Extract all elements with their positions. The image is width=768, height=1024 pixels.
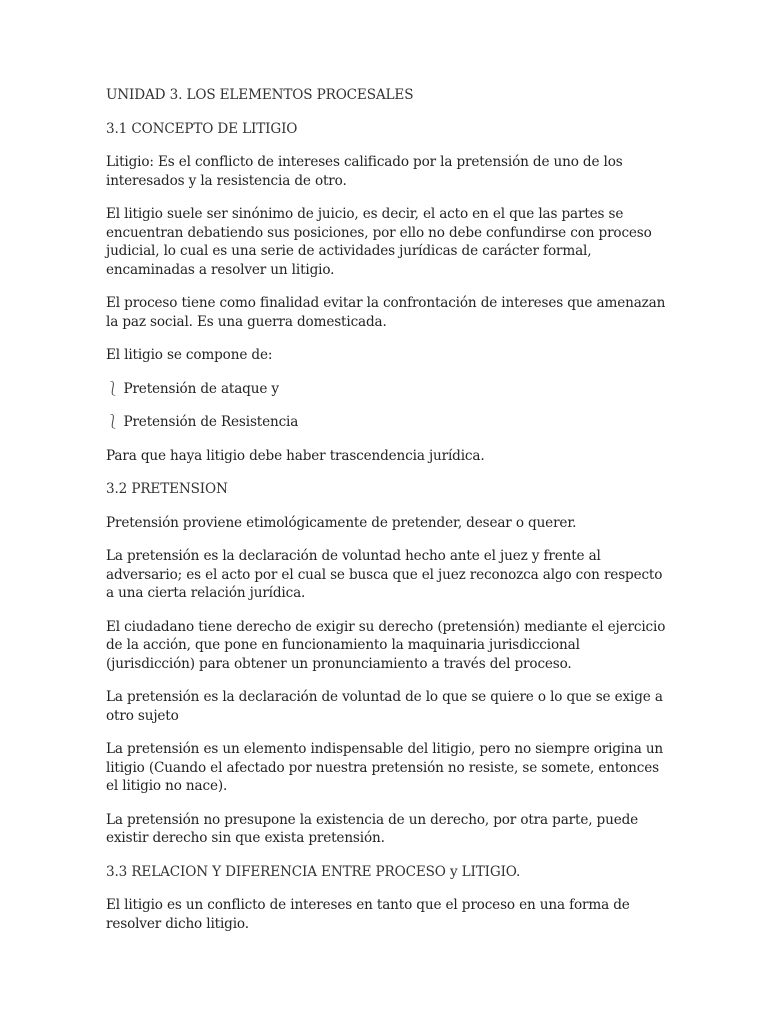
paragraph: La pretensión es la declaración de voluntad hecho ante el juez y frente al adversario; es el acto por el cual se busca que el juez reconozca algo con respecto a una cierta relación jurídica. [106, 548, 663, 601]
paragraph: La pretensión es la declaración de voluntad de lo que se quiere o lo que se exige a otro sujeto [106, 689, 663, 724]
paragraph: El litigio suele ser sinónimo de juicio, es decir, el acto en el que las partes se encuentran debatiendo sus posiciones, por ello no debe confundirse con proceso judicial, lo cual es una serie de actividades jurídicas de carácter formal, encaminadas a resolver un litigio. [106, 206, 652, 278]
paragraph: Para que haya litigio debe haber trascendencia jurídica. [106, 447, 485, 464]
paragraph: La pretensión es un elemento indispensable del litigio, pero no siempre origina un litigio (Cuando el afectado por nuestra pretensión no resiste, se somete, entonces el litigio no nace). [106, 741, 664, 794]
paragraph: El ciudadano tiene derecho de exigir su derecho (pretensión) mediante el ejercicio de la acción, que pone en funcionamiento la maquinaria jurisdiccional (jurisdicción) para obtener un pronunciamiento a través del proceso. [106, 618, 666, 672]
list-item-text: Pretensión de ataque y [123, 380, 279, 397]
paragraph: El litigio se compone de: [106, 347, 273, 363]
paragraph: La pretensión no presupone la existencia de un derecho, por otra parte, puede existir derecho sin que exista pretensión. [106, 811, 639, 846]
paragraph: Pretensión proviene etimológicamente de pretender, desear o querer. [106, 514, 577, 531]
bullet-icon: ⎱ [106, 380, 120, 397]
paragraph: El proceso tiene como finalidad evitar la confrontación de intereses que amenazan la paz social. Es una guerra domesticada. [106, 295, 666, 330]
paragraph: El litigio es un conflicto de intereses en tanto que el proceso en una forma de resolver dicho litigio. [106, 897, 630, 932]
list-item [106, 413, 666, 432]
section-heading: 3.1 CONCEPTO DE LITIGIO [106, 120, 298, 137]
section-heading: 3.3 RELACION Y DIFERENCIA ENTRE PROCESO y LITIGIO. [106, 863, 521, 880]
bullet-icon: ⎱ [106, 414, 120, 430]
document-title: UNIDAD 3. LOS ELEMENTOS PROCESALES [106, 87, 414, 103]
document-body [106, 86, 666, 948]
paragraph: Litigio: Es el conflicto de intereses calificado por la pretensión de uno de los interesados y la resistencia de otro. [106, 154, 623, 189]
list-item-text: Pretensión de Resistencia [123, 414, 299, 430]
list-item [106, 380, 666, 399]
section-heading: 3.2 PRETENSION [106, 481, 228, 497]
